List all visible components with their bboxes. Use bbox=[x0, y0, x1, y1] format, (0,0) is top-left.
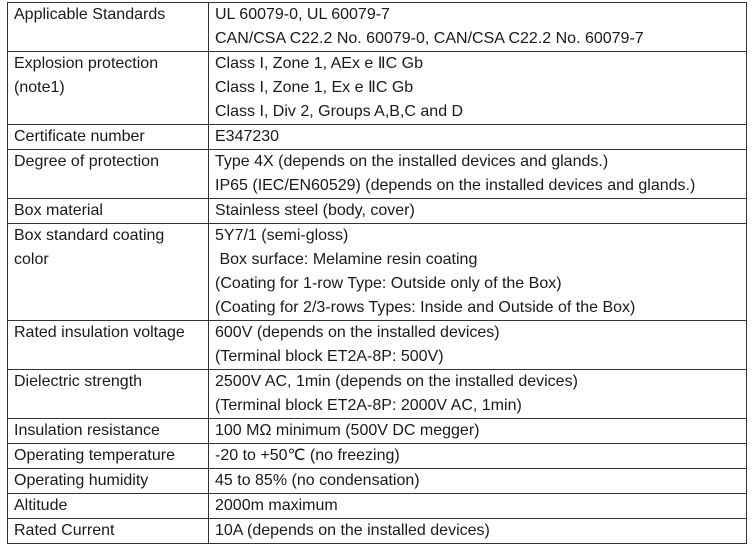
spec-label: Box material bbox=[14, 202, 103, 219]
specifications-table bbox=[7, 2, 747, 544]
spec-label-cell bbox=[8, 321, 209, 370]
table-row bbox=[8, 224, 747, 321]
table-row bbox=[8, 150, 747, 199]
spec-label: Explosion protection bbox=[14, 55, 159, 72]
spec-label-cell bbox=[8, 224, 209, 321]
spec-label-cell bbox=[8, 199, 209, 224]
spec-value-cell bbox=[209, 52, 747, 125]
spec-label: color bbox=[14, 251, 49, 268]
spec-label: (note1) bbox=[14, 79, 65, 96]
table-row bbox=[8, 52, 747, 125]
spec-label: Rated insulation voltage bbox=[14, 324, 185, 341]
spec-value-cell bbox=[209, 150, 747, 199]
spec-label: Degree of protection bbox=[14, 153, 159, 170]
spec-value-cell bbox=[209, 199, 747, 224]
spec-label: Certificate number bbox=[14, 128, 145, 145]
spec-label-cell bbox=[8, 469, 209, 494]
spec-value: Box surface: Melamine resin coating bbox=[215, 251, 478, 268]
spec-label-cell bbox=[8, 3, 209, 52]
spec-value-cell bbox=[209, 444, 747, 469]
spec-value: 2500V AC, 1min (depends on the installed devices) bbox=[215, 373, 578, 390]
spec-label-cell bbox=[8, 444, 209, 469]
spec-value: Class I, Zone 1, Ex e ⅡC Gb bbox=[215, 79, 414, 96]
spec-label: Rated Current bbox=[14, 522, 115, 539]
table-row bbox=[8, 419, 747, 444]
spec-value-cell bbox=[209, 125, 747, 150]
spec-value-cell bbox=[209, 370, 747, 419]
spec-value-cell bbox=[209, 3, 747, 52]
table-row bbox=[8, 3, 747, 52]
spec-value: Type 4X (depends on the installed devices and glands.) bbox=[215, 153, 609, 170]
specifications-body bbox=[8, 3, 747, 544]
spec-label-cell bbox=[8, 419, 209, 444]
table-row bbox=[8, 370, 747, 419]
spec-label-cell bbox=[8, 494, 209, 519]
spec-value: 10A (depends on the installed devices) bbox=[215, 522, 490, 539]
spec-value: 5Y7/1 (semi-gloss) bbox=[215, 227, 349, 244]
spec-value-cell bbox=[209, 519, 747, 544]
spec-label: Insulation resistance bbox=[14, 422, 160, 439]
table-row bbox=[8, 494, 747, 519]
spec-value: IP65 (IEC/EN60529) (depends on the installed devices and glands.) bbox=[215, 177, 696, 194]
spec-value: E347230 bbox=[215, 128, 280, 145]
table-row bbox=[8, 469, 747, 494]
spec-value: Stainless steel (body, cover) bbox=[215, 202, 415, 219]
spec-value: 45 to 85% (no condensation) bbox=[215, 472, 420, 489]
spec-label-cell bbox=[8, 125, 209, 150]
spec-label-cell bbox=[8, 52, 209, 125]
spec-label: Dielectric strength bbox=[14, 373, 143, 390]
spec-value-cell bbox=[209, 419, 747, 444]
spec-value: (Coating for 2/3-rows Types: Inside and Outside of the Box) bbox=[215, 299, 636, 316]
spec-label-cell bbox=[8, 370, 209, 419]
spec-label: Altitude bbox=[14, 497, 68, 514]
spec-value-cell bbox=[209, 224, 747, 321]
spec-value: 600V (depends on the installed devices) bbox=[215, 324, 500, 341]
spec-value: 100 MΩ minimum (500V DC megger) bbox=[215, 422, 480, 439]
spec-label: Operating temperature bbox=[14, 447, 175, 464]
spec-label: Operating humidity bbox=[14, 472, 149, 489]
spec-value-cell bbox=[209, 494, 747, 519]
spec-value: CAN/CSA C22.2 No. 60079-0, CAN/CSA C22.2 No. 60079-7 bbox=[215, 30, 644, 47]
table-row bbox=[8, 199, 747, 224]
spec-value: Class I, Zone 1, AEx e ⅡC Gb bbox=[215, 55, 423, 72]
spec-value: (Terminal block ET2A-8P: 2000V AC, 1min) bbox=[215, 397, 522, 414]
table-row bbox=[8, 125, 747, 150]
spec-value-cell bbox=[209, 469, 747, 494]
spec-value: Class I, Div 2, Groups A,B,C and D bbox=[215, 103, 464, 120]
spec-value-cell bbox=[209, 321, 747, 370]
spec-value: UL 60079-0, UL 60079-7 bbox=[215, 6, 390, 23]
spec-label-cell bbox=[8, 150, 209, 199]
spec-value: 2000m maximum bbox=[215, 497, 338, 514]
spec-label: Applicable Standards bbox=[14, 6, 166, 23]
spec-value: (Terminal block ET2A-8P: 500V) bbox=[215, 348, 444, 365]
spec-value: -20 to +50℃ (no freezing) bbox=[215, 447, 400, 464]
table-row bbox=[8, 444, 747, 469]
spec-label-cell bbox=[8, 519, 209, 544]
table-row bbox=[8, 321, 747, 370]
table-row bbox=[8, 519, 747, 544]
spec-label: Box standard coating bbox=[14, 227, 165, 244]
spec-value: (Coating for 1-row Type: Outside only of the Box) bbox=[215, 275, 562, 292]
